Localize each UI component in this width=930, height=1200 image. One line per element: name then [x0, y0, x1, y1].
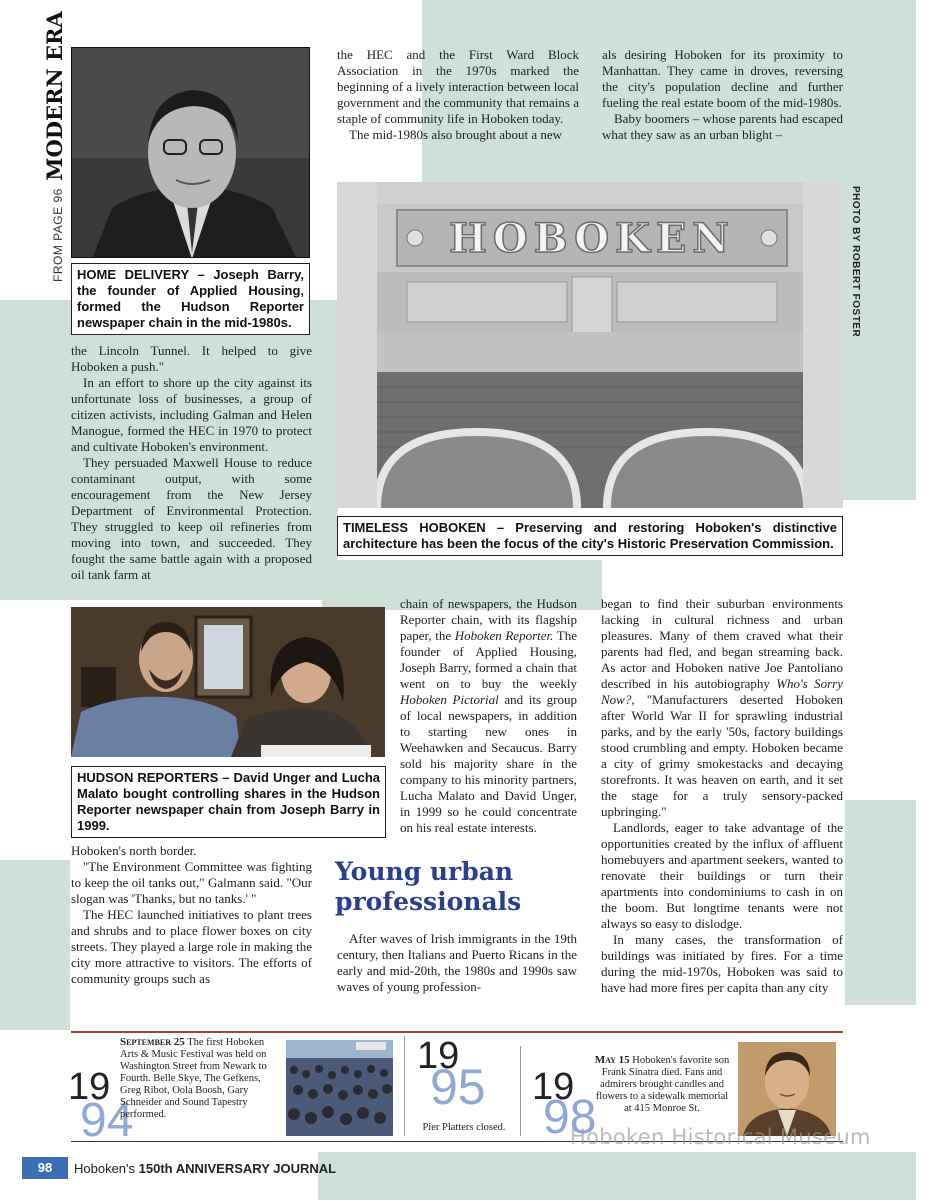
paragraph: In an effort to shore up the city against its unfortunate loss of businesses, a group of citizen activists, including Galman and Helen Manogue, formed the HEC in 1970 to protect and cultivate Hoboken's environment. [71, 375, 312, 454]
page-number: 98 [37, 1160, 53, 1175]
column2-top-text [337, 47, 579, 143]
paragraph: the Lincoln Tunnel. It helped to give Hoboken a push." [71, 343, 312, 374]
text-run: , "Manufacturers deserted Hoboken after World War II for sprawling industrial parks, and by the early '50s, factory buildings stood crumbling and empty. Hoboken became a city of grimy smokestacks and decaying storefronts. It was heaven on earth, and it set the stage for a truly sensory-packed upbringing." [601, 692, 843, 819]
column1-bottom-text [71, 843, 312, 987]
text-run: chain of newspapers, the Hudson Reporter chain, with its flagship paper, the [400, 596, 577, 643]
publication-title: Hoboken Reporter. [454, 628, 554, 643]
timeline-text: Hoboken's favorite son Frank Sinatra died. Fans and admirers brought candles and flowers to a sidewalk memorial at 415 Monroe St. [595, 1055, 730, 1114]
side-label-prefix: FROM PAGE 96 [51, 188, 65, 282]
photo-credit: PHOTO BY ROBERT FOSTER [850, 186, 861, 338]
photo-hoboken-building [337, 182, 843, 508]
column3-main-text [601, 596, 843, 996]
journal-title [74, 1161, 336, 1176]
photo-festival-crowd [286, 1040, 393, 1136]
tint-panel-left-bottom [0, 860, 70, 1030]
crowd-illustration [286, 1040, 393, 1136]
book-title: Who's Sorry Now? [601, 676, 843, 707]
timeline-year-bottom: 94 [80, 1094, 134, 1147]
journal-prefix: Hoboken's [74, 1161, 139, 1176]
timeline-year-bottom: 98 [543, 1091, 597, 1144]
paragraph: Hoboken's north border. [71, 843, 197, 858]
tint-panel-footer [318, 1152, 916, 1200]
paragraph: In many cases, the transformation of buildings was initiated by fires. For a time during the mid-1970s, Hoboken was said to have had more fires per capita than any city [601, 932, 843, 995]
timeline-year-bottom: 95 [430, 1059, 486, 1115]
timeline-year-top: 19 [417, 1035, 460, 1077]
paragraph: After waves of Irish immigrants in the 19th century, then Italians and Puerto Ricans in the early and mid-20th, the 1980s and 1990s saw waves of young profession- [337, 931, 577, 994]
text-run: began to find their suburban environments lacking in cultural richness and urban pleasures. Many of them craved what their parents had fled, and began streaming back. As actor and Hoboken native Joe Pantoliano described in his autobiography [601, 596, 843, 691]
journal-title-text: 150th ANNIVERSARY JOURNAL [138, 1161, 337, 1176]
side-label-title: MODERN ERA [42, 11, 67, 181]
paragraph: the HEC and the First Ward Block Association in the 1970s marked the beginning of a lively interaction between local government and the community that remains a staple of community life in Hoboken today. [337, 47, 579, 126]
publication-title: Hoboken Pictorial [400, 692, 499, 707]
section-headline: Young urban professionals [335, 857, 522, 916]
page-number-badge [22, 1157, 68, 1179]
building-facade-illustration [337, 182, 843, 508]
paragraph: They persuaded Maxwell House to reduce contaminant output, with some encouragement from the New Jersey Department of Environmental Protection. They struggled to keep oil refineries from moving into town, and succeeded. They fought the same battle again with a proposed oil tank farm at [71, 455, 312, 582]
timeline-entry-1994 [120, 1036, 280, 1121]
timeline-entry-1995 [414, 1122, 514, 1134]
watermark: Hoboken Historical Museum [570, 1125, 871, 1149]
paragraph: "The Environment Committee was fighting to keep the oil tanks out," Galmann said. "Our slogan was 'Thanks, but no tanks.' " [71, 859, 312, 906]
paragraph [601, 596, 843, 820]
text-run: The founder of Applied Housing, Joseph Barry, formed a chain that went on to buy the weekly [400, 628, 577, 691]
photo-hudson-reporters [71, 607, 385, 757]
caption-timeless-hoboken: TIMELESS HOBOKEN – Preserving and restoring Hoboken's distinctive architecture has been the focus of the city's Historic Preservation Commission. [337, 516, 843, 556]
caption-home-delivery: HOME DELIVERY – Joseph Barry, the founder of Applied Housing, formed the Hudson Reporter newspaper chain in the mid-1980s. [71, 263, 310, 335]
tint-panel-right-bottom [845, 800, 916, 1005]
sinatra-portrait-illustration [738, 1042, 836, 1136]
photo-joseph-barry [71, 47, 310, 258]
paragraph: The HEC launched initiatives to plant trees and shrubs and to place flower boxes on city streets. They played a large role in making the city more attractive to visitors. The efforts of community groups such as [71, 907, 312, 986]
caption-hudson-reporters: HUDSON REPORTERS – David Unger and Lucha Malato bought controlling shares in the Hudson Reporter newspaper chain from Joseph Barry in 1999. [71, 766, 386, 838]
section-side-label [42, 11, 67, 282]
two-people-illustration [71, 607, 385, 757]
paragraph: Landlords, eager to take advantage of the opportunities created by the influx of affluent homebuyers and apartment seekers, wanted to renovate their buildings or turn their apartments into condominiums to cash in on the boom. But longtime tenants were not always so easy to dislodge. [601, 820, 843, 931]
column3-top-text [602, 47, 843, 143]
timeline-top-rule [71, 1031, 843, 1033]
text-run: and its group of local newspapers, in addition to starting new ones in Weehawken and Secaucus. Barry sold his majority share in the company to his minority partners, Lucha Malato and David Unger, in 1999 so he could concentrate on his real estate interests. [400, 692, 577, 835]
building-sign-text: HOBOKEN [449, 215, 735, 262]
paragraph: The mid-1980s also brought about a new [349, 127, 563, 142]
paragraph: als desiring Hoboken for its proximity to Manhattan. They came in droves, reversing the city's population decline and further fueling the real estate boom of the mid-1980s. [602, 47, 843, 110]
timeline-date: September 25 [120, 1036, 185, 1048]
timeline-year-top: 19 [532, 1066, 575, 1108]
column2-middle-text [400, 596, 577, 836]
timeline-text: Pier Platters closed. [422, 1122, 506, 1133]
photo-frank-sinatra [738, 1042, 836, 1136]
timeline-year-top: 19 [68, 1066, 111, 1108]
timeline-text: The first Hoboken Arts & Music Festival was held on Washington Street from Newark to Fourth. Belle Skye, The Gefkens, Greg Ribot, Oola Boosh, Gary Schneider and Sound Tapestry performed. [120, 1037, 267, 1120]
paragraph [400, 596, 577, 836]
column2-bottom-text [337, 931, 577, 995]
timeline-divider [520, 1046, 521, 1136]
timeline-divider [404, 1036, 405, 1136]
timeline-entry-1998 [592, 1054, 732, 1115]
paragraph: Baby boomers – whose parents had escaped what they saw as an urban blight – [602, 111, 843, 142]
portrait-illustration [72, 48, 310, 258]
column1-top-text [71, 343, 312, 583]
timeline-date: May 15 [594, 1054, 630, 1066]
